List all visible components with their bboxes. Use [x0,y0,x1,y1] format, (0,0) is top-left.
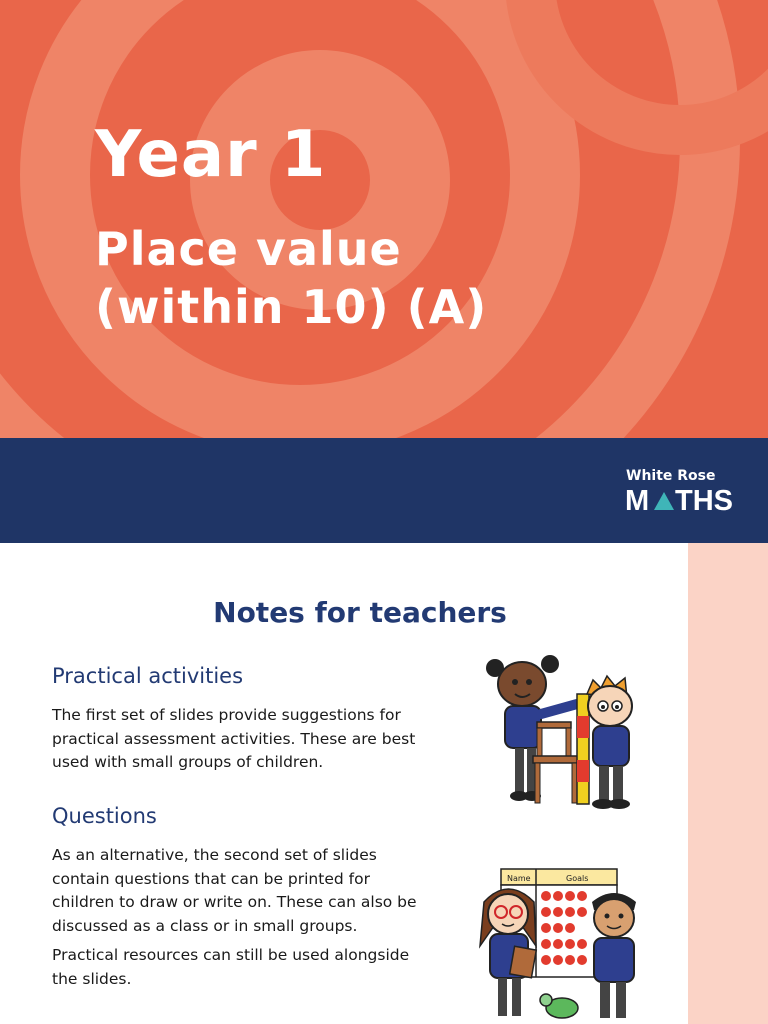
paragraph-questions: As an alternative, the second set of slides contain questions that can be printed for children to draw or write on. These can also be discussed as a class or in small groups. [52,846,417,935]
paragraph-resources: Practical resources can still be used alongside the slides. [52,946,410,988]
topic-title-line1: Place value [95,222,402,276]
section-heading-practical: Practical activities [52,664,244,688]
swirl-decoration [0,0,768,438]
maths-logo [625,482,743,516]
svg-text:THS: THS [675,485,733,516]
paragraph-practical: The first set of slides provide suggestions for practical assessment activities. These are best used with small groups of children. [52,706,416,771]
section-heading-questions: Questions [52,804,157,828]
notes-title: Notes for teachers [213,596,507,629]
year-title: Year 1 [95,118,327,192]
chart-goals-header: Goals [566,874,589,883]
cover-banner [0,0,768,438]
topic-title-line2: (within 10) (A) [95,280,488,334]
svg-text:M: M [625,485,650,516]
children-goals-chart-illustration [474,866,654,1024]
brand-name-top: White Rose [626,468,716,484]
triangle-icon [654,492,674,510]
chart-name-header: Name [507,874,531,883]
children-measuring-illustration [475,654,650,819]
